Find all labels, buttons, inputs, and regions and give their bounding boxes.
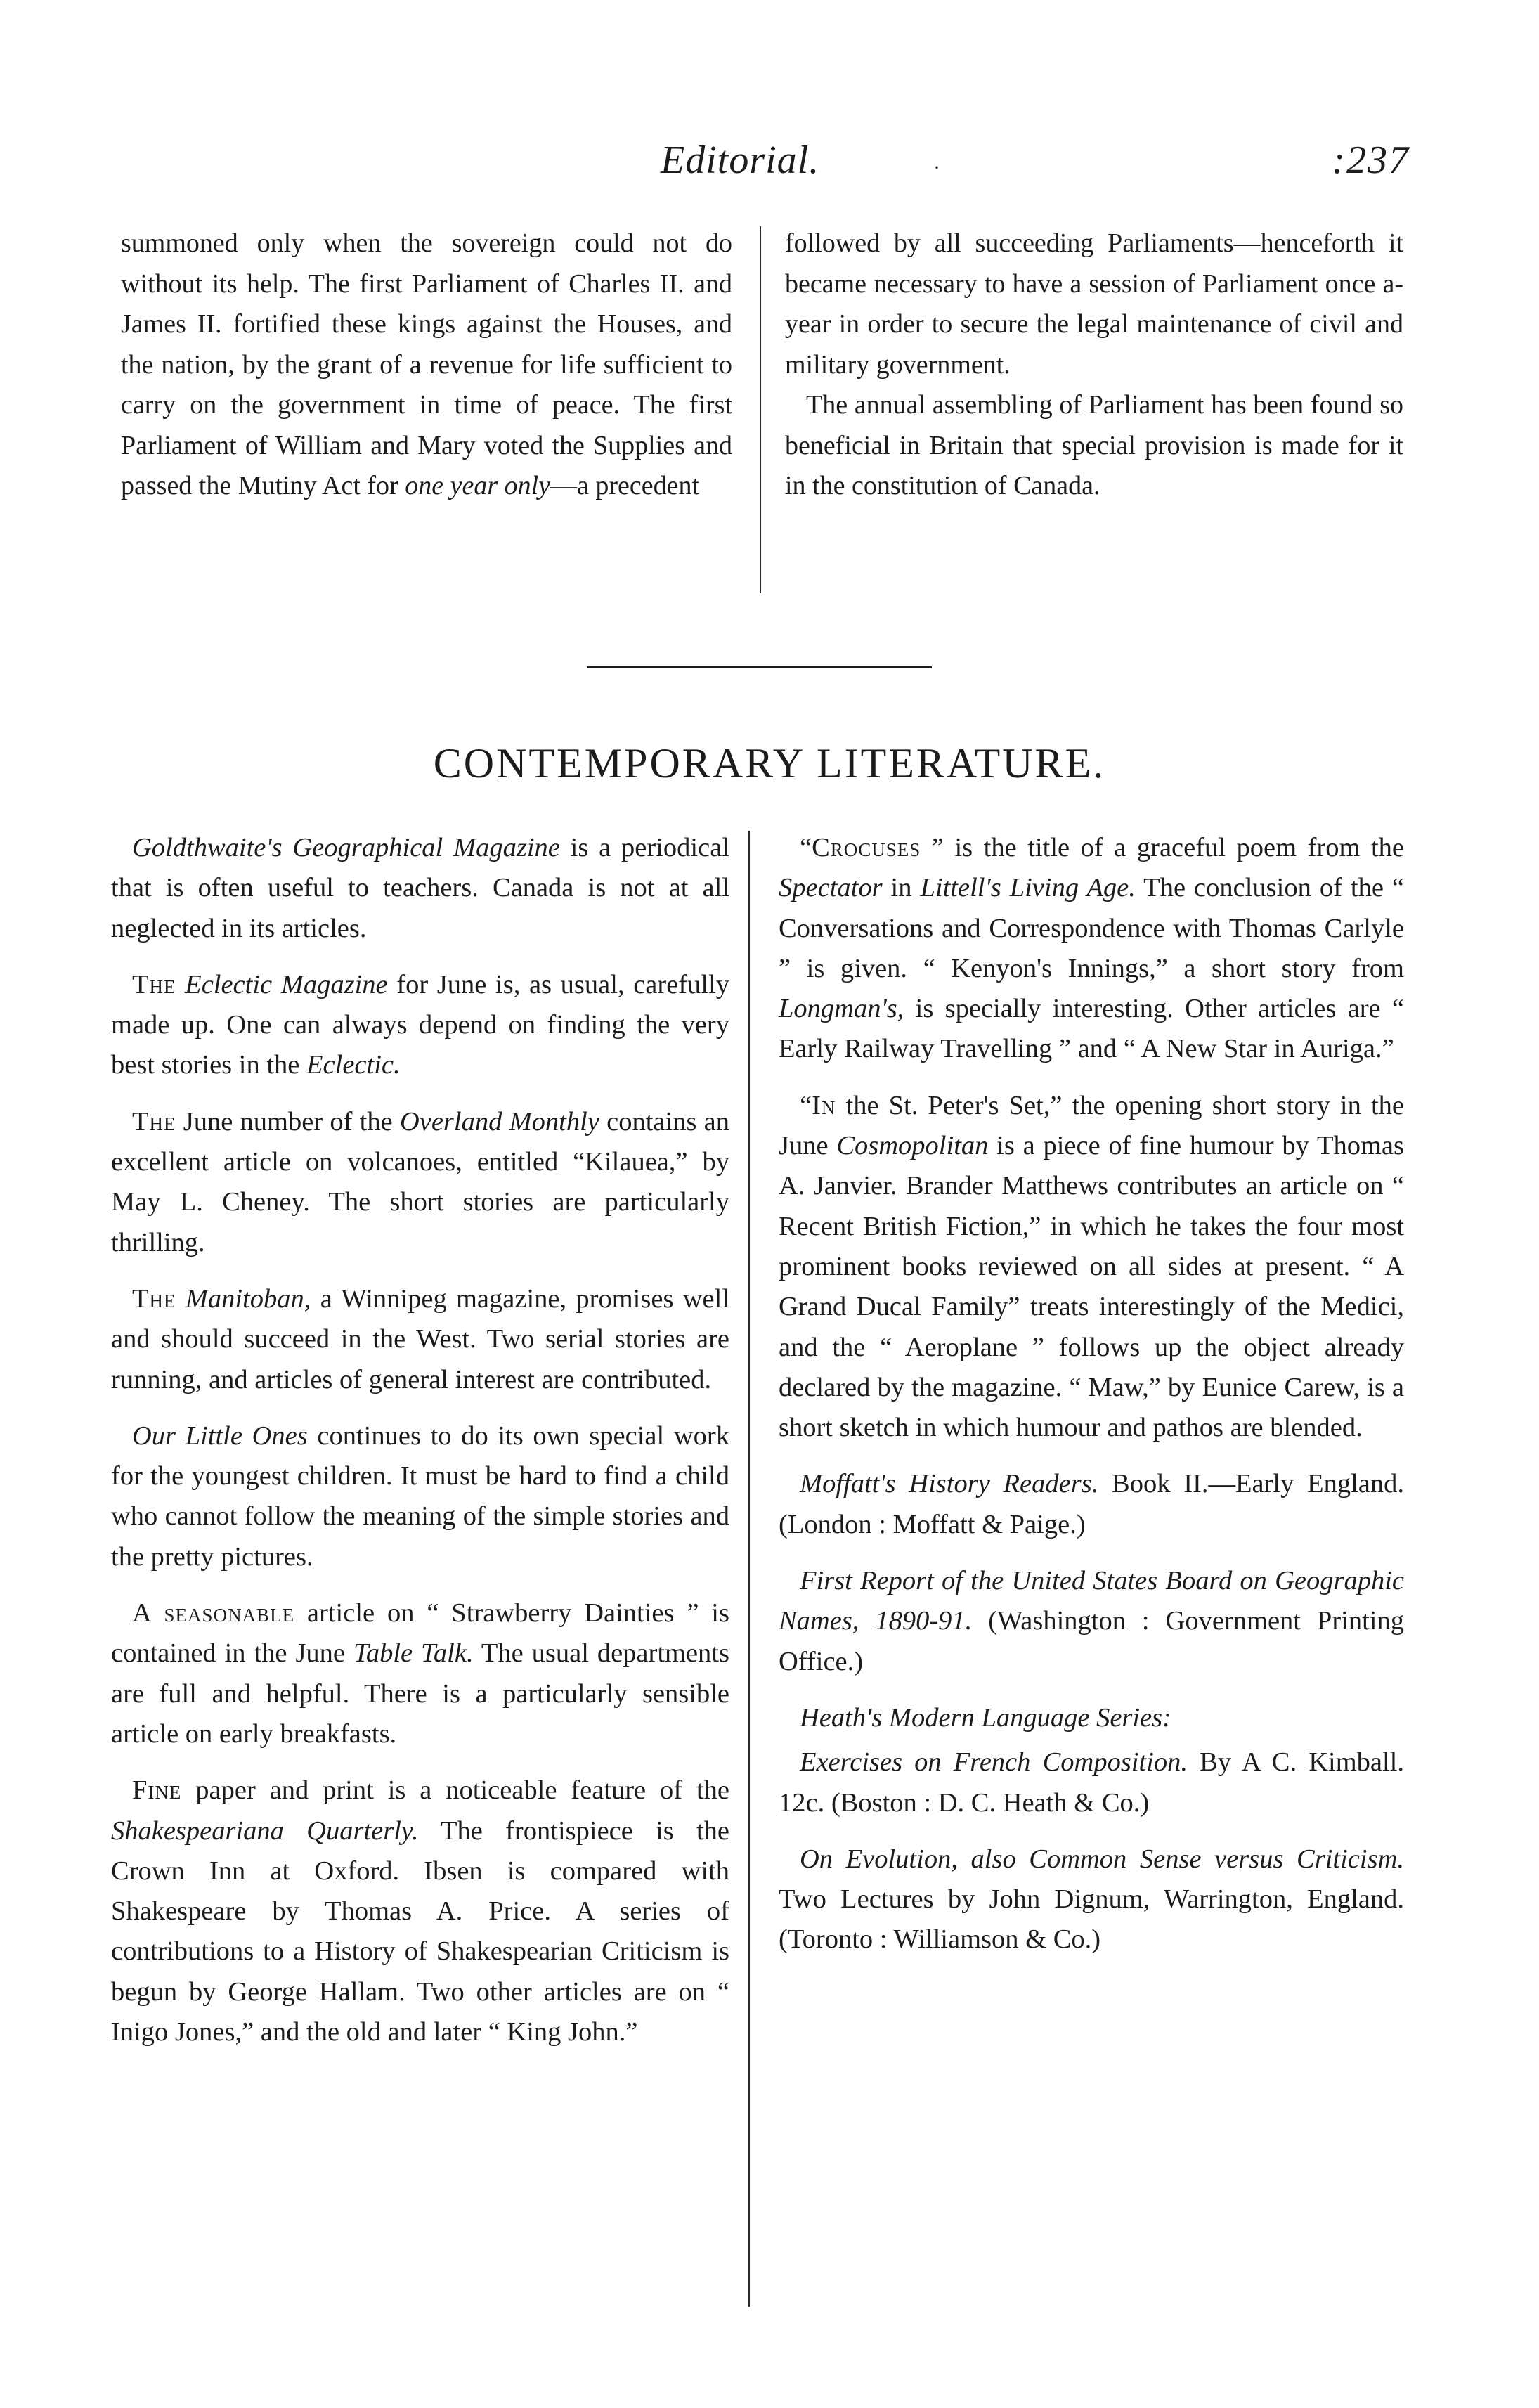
book-notice-first-report <box>779 1561 1404 1682</box>
editorial-paragraph <box>121 224 732 507</box>
book-notice-exercises <box>779 1742 1404 1823</box>
notice-text: is a periodical that is often useful to teachers. Canada is not at all neglected in its articles. <box>111 833 729 943</box>
notice-goldthwaite <box>111 828 729 949</box>
book-title: Exercises on French Composition. <box>800 1747 1188 1778</box>
notice-living-age <box>779 828 1404 1070</box>
notice-text: continues to do its own special work for the youngest children. It must be hard to find a child who cannot follow the meaning of the simple stories and the pretty pictures. <box>111 1420 729 1572</box>
column-divider <box>748 831 750 2307</box>
editorial-paragraph: followed by all succeeding Parliaments—henceforth it became necessary to have a session of Parliament once a-year in order to secure the legal maintenance of civil and military government. <box>785 228 1403 380</box>
notice-manitoban <box>111 1279 729 1400</box>
publication-title: Eclectic. <box>306 1050 401 1080</box>
notice-text: the St. Peter's Set,” the opening short story in the June <box>779 1090 1404 1161</box>
notice-lead: A seasonable <box>132 1598 295 1629</box>
book-title: On Evolution, also Common Sense versus Criticism. <box>800 1844 1404 1874</box>
open-quote: “ <box>800 833 812 862</box>
publication-title: Spectator <box>779 873 883 903</box>
book-imprint: By A C. Kimball. 12c. (Boston : D. C. Heath & Co.) <box>779 1747 1405 1818</box>
book-series-heading <box>779 1698 1404 1738</box>
notice-overland <box>111 1102 729 1263</box>
publication-title: Cosmopolitan <box>836 1131 989 1161</box>
open-quote: “ <box>800 1090 812 1120</box>
editorial-continuation-left <box>121 224 732 507</box>
publication-title: Littell's Living Age. <box>920 873 1136 903</box>
running-head-separator: · <box>933 156 940 179</box>
editorial-emphasis: one year only <box>405 471 551 500</box>
book-title: First Report of the United States Board on Geographic Names, 1890-91. <box>779 1566 1404 1636</box>
notice-lead: The <box>132 1283 176 1314</box>
notice-shakespeariana <box>111 1771 729 2052</box>
publication-title: Shakespeariana Quarterly. <box>111 1815 419 1846</box>
notice-lead: The <box>132 969 176 999</box>
publication-title: Goldthwaite's Geographical Magazine <box>132 833 560 862</box>
series-title: Heath's Modern Language Series: <box>800 1702 1171 1733</box>
book-imprint: Book II.—Early England. (London : Moffatt & Paige.) <box>779 1469 1405 1539</box>
notice-lead: Fine <box>132 1775 182 1806</box>
notice-lead: The <box>132 1106 176 1137</box>
section-divider-rule <box>587 666 932 668</box>
publication-title: Eclectic Magazine <box>185 969 388 999</box>
notice-text: for June is, as usual, carefully made up. One can always depend on finding the very best stories in the <box>111 969 730 1080</box>
notice-text: ” is the title of a graceful poem from the <box>921 833 1404 862</box>
literature-left-column <box>111 828 729 2069</box>
notice-lead: Crocuses <box>812 833 921 862</box>
notice-text: article on “ Strawberry Dainties ” is contained in the June <box>111 1598 729 1669</box>
page-number: :237 <box>1332 138 1410 182</box>
book-notice-evolution <box>779 1839 1404 1960</box>
publication-title: Table Talk. <box>353 1638 474 1669</box>
notice-text: a Winnipeg magazine, promises well and should succeed in the West. Two serial stories are running, and articles of general interest are contributed. <box>111 1283 730 1394</box>
publication-title: Longman's, <box>779 994 904 1024</box>
editorial-paragraph: The annual assembling of Parliament has been found so beneficial in Britain that special provision is made for it in the constitution of Canada. <box>785 390 1403 500</box>
notice-eclectic <box>111 965 729 1086</box>
notice-text: The usual departments are full and helpful. There is a particularly sensible article on early breakfasts. <box>111 1638 729 1749</box>
book-notice-moffatt <box>779 1464 1404 1545</box>
literature-right-column <box>779 828 1404 1976</box>
notice-text: The frontispiece is the Crown Inn at Oxford. Ibsen is compared with Shakespeare by Thomas A. Price. A series of contributions to a History of Shakespearian Criticism is begun by George Hallam. Two other articles are on “ Inigo Jones,” and the old and later “ King John.” <box>111 1815 730 2047</box>
book-imprint: Two Lectures by John Dignum, Warrington, England. (Toronto : Williamson & Co.) <box>779 1884 1404 1955</box>
notice-text: The conclusion of the “ Conversations and Correspondence with Thomas Carlyle ” is given. “ Kenyon's Innings,” a short story from <box>779 873 1404 983</box>
publication-title: Our Little Ones <box>132 1420 308 1451</box>
section-heading: CONTEMPORARY LITERATURE. <box>433 740 1106 787</box>
notice-lead: In <box>812 1090 836 1120</box>
notice-text: paper and print is a noticeable feature of the <box>181 1775 729 1806</box>
book-title: Moffatt's History Readers. <box>800 1469 1099 1499</box>
notice-text: contains an excellent article on volcanoes, entitled “Kilauea,” by May L. Cheney. The short stories are particularly thrilling. <box>111 1106 730 1257</box>
editorial-continuation-right <box>785 224 1403 507</box>
editorial-tail: —a precedent <box>550 471 700 500</box>
notice-text: in <box>882 873 921 903</box>
notice-cosmopolitan <box>779 1086 1404 1449</box>
running-head-title: Editorial. <box>661 138 820 182</box>
column-divider-top <box>760 226 761 593</box>
book-imprint: (Washington : Government Printing Office.) <box>779 1606 1404 1676</box>
editorial-text: summoned only when the sovereign could not do without its help. The first Parliament of Charles II. and James II. fortified these kings against the Houses, and the nation, by the grant of a revenue for life sufficient to carry on the government in time of peace. The first Parliament of William and Mary voted the Supplies and passed the Mutiny Act for <box>121 228 732 500</box>
notice-text: June number of the <box>176 1106 400 1137</box>
notice-text: is a piece of fine humour by Thomas A. Janvier. Brander Matthews contributes an article on “ Recent British Fiction,” in which he takes the four most prominent books reviewed on all sides at present. “ A Grand Ducal Family” treats interestingly of the Medici, and the “ Aeroplane ” follows up the object already declared by the magazine. “ Maw,” by Eunice Carew, is a short sketch in which humour and pathos are blended. <box>779 1131 1405 1443</box>
notice-table-talk <box>111 1593 729 1754</box>
notice-text: is specially interesting. Other articles are “ Early Railway Travelling ” and “ A New Star in Auriga.” <box>779 994 1404 1064</box>
publication-title: Manitoban, <box>185 1283 311 1314</box>
publication-title: Overland Monthly <box>399 1106 599 1137</box>
notice-little-ones <box>111 1416 729 1577</box>
